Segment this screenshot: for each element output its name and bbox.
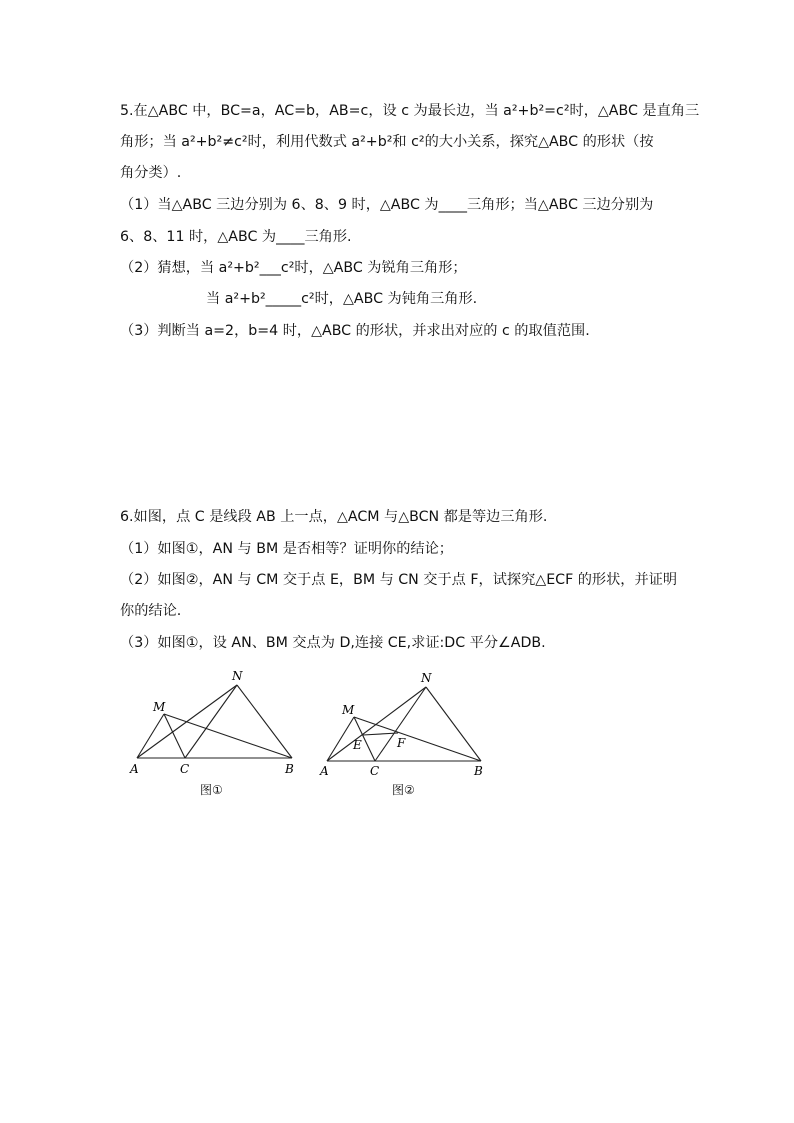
q6-part2-line-1: （2）如图②，AN 与 CM 交于点 E，BM 与 CN 交于点 F，试探究△ECF 的形状，并证明 [120, 572, 678, 588]
figure-1 [125, 664, 305, 797]
label-c: C [180, 762, 190, 776]
label-a: A [320, 764, 329, 778]
segment-am [327, 717, 354, 761]
segment-bm [164, 714, 292, 758]
q5-part1-line-2: 6、8、11 时，△ABC 为____三角形. [120, 229, 352, 245]
label-a: A [130, 762, 139, 776]
label-b: B [474, 764, 483, 778]
figure-2 [315, 665, 495, 797]
segment-nb [426, 687, 481, 761]
segment-nb [237, 685, 292, 758]
label-c: C [370, 764, 380, 778]
label-f: F [397, 736, 406, 750]
q6-part2-line-2: 你的结论. [120, 603, 182, 619]
q5-line-3: 角分类）. [120, 165, 182, 181]
q5-part3-line: （3）判断当 a=2，b=4 时，△ABC 的形状，并求出对应的 c 的取值范围. [120, 323, 590, 339]
segment-an [327, 687, 426, 761]
figure-1-caption: 图① [200, 783, 223, 797]
label-m: M [342, 703, 355, 717]
q5-part1-line-1: （1）当△ABC 三边分别为 6、8、9 时，△ABC 为____三角形；当△ABC 三边分别为 [120, 197, 654, 213]
q5-line-2: 角形；当 a²+b²≠c²时，利用代数式 a²+b²和 c²的大小关系，探究△ABC 的形状（按 [120, 134, 654, 150]
label-b: B [285, 762, 294, 776]
figure-2-caption: 图② [392, 783, 415, 797]
q6-part3-line: （3）如图①，设 AN、BM 交点为 D,连接 CE,求证:DC 平分∠ADB. [120, 635, 546, 651]
q5-line-1: 5.在△ABC 中，BC=a，AC=b，AB=c，设 c 为最长边，当 a²+b²=c²时，△ABC 是直角三 [120, 103, 700, 119]
label-m: M [153, 700, 166, 714]
segment-cn [185, 685, 237, 758]
q5-part2-line-2: 当 a²+b²_____c²时，△ABC 为钝角三角形. [206, 291, 478, 307]
segment-am [137, 714, 164, 758]
segment-bm [354, 717, 481, 761]
label-n: N [232, 669, 243, 683]
figure-2-diagram [315, 665, 495, 781]
label-n: N [421, 671, 432, 685]
q6-part1-line: （1）如图①，AN 与 BM 是否相等？证明你的结论； [120, 541, 453, 557]
q5-part2-line-1: （2）猜想，当 a²+b²___c²时，△ABC 为锐角三角形； [120, 260, 467, 276]
figure-1-diagram [125, 664, 305, 780]
label-e: E [353, 738, 362, 752]
q6-line-1: 6.如图，点 C 是线段 AB 上一点，△ACM 与△BCN 都是等边三角形. [120, 509, 548, 525]
